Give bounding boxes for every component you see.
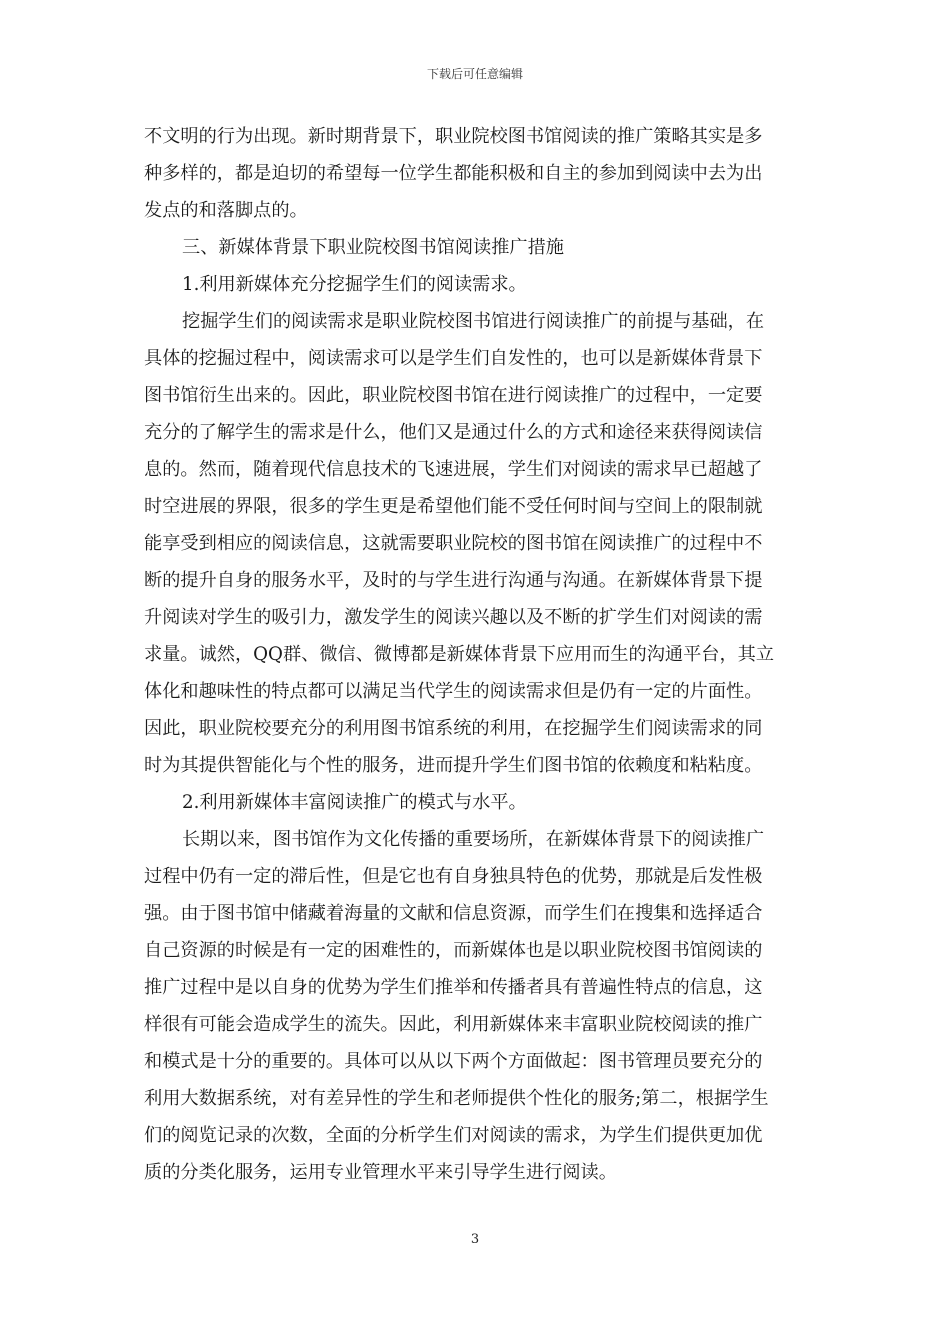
page-number: 3: [470, 1232, 480, 1247]
text-line: 息的。然而，随着现代信息技术的飞速进展，学生们对阅读的需求早已超越了: [144, 459, 763, 480]
text-line: 和模式是十分的重要的。具体可以从以下两个方面做起：图书管理员要充分的: [144, 1051, 763, 1072]
text-line: 挖掘学生们的阅读需求是职业院校图书馆进行阅读推广的前提与基础，在: [182, 311, 765, 332]
text-line: 具体的挖掘过程中，阅读需求可以是学生们自发性的，也可以是新媒体背景下: [144, 348, 763, 369]
text-line: 体化和趣味性的特点都可以满足当代学生的阅读需求但是仍有一定的片面性。: [144, 681, 763, 702]
text-line: 过程中仍有一定的滞后性，但是它也有自身独具特色的优势，那就是后发性极: [144, 866, 763, 887]
text-line: 利用大数据系统，对有差异性的学生和老师提供个性化的服务;第二，根据学生: [144, 1088, 769, 1109]
text-line: 长期以来，图书馆作为文化传播的重要场所，在新媒体背景下的阅读推广: [182, 829, 765, 850]
document-body: [144, 118, 812, 1191]
text-line: 升阅读对学生的吸引力，激发学生的阅读兴趣以及不断的扩学生们对阅读的需: [144, 607, 763, 628]
page-header: 下载后可任意编辑: [426, 67, 523, 81]
text-line: 质的分类化服务，运用专业管理水平来引导学生进行阅读。: [144, 1162, 617, 1183]
text-line: 充分的了解学生的需求是什么，他们又是通过什么的方式和途径来获得阅读信: [144, 422, 763, 443]
text-line: 种多样的，都是迫切的希望每一位学生都能积极和自主的参加到阅读中去为出: [144, 163, 763, 184]
text-line: 求量。诚然，QQ群、微信、微博都是新媒体背景下应用而生的沟通平台，其立: [144, 644, 775, 665]
text-line: 自己资源的时候是有一定的困难性的，而新媒体也是以职业院校图书馆阅读的: [144, 940, 763, 961]
text-line: 断的提升自身的服务水平，及时的与学生进行沟通与沟通。在新媒体背景下提: [144, 570, 763, 591]
text-line: 因此，职业院校要充分的利用图书馆系统的利用，在挖掘学生们阅读需求的同: [144, 718, 763, 739]
text-line: 能享受到相应的阅读信息，这就需要职业院校的图书馆在阅读推广的过程中不: [144, 533, 763, 554]
text-line: 时为其提供智能化与个性的服务，进而提升学生们图书馆的依赖度和粘粘度。: [144, 755, 763, 776]
text-line: 强。由于图书馆中储藏着海量的文献和信息资源，而学生们在搜集和选择适合: [144, 903, 763, 924]
text-line: 发点的和落脚点的。: [144, 200, 308, 221]
text-line: 三、新媒体背景下职业院校图书馆阅读推广措施: [182, 237, 564, 258]
text-line: 时空进展的界限，很多的学生更是希望他们能不受任何时间与空间上的限制就: [144, 496, 763, 517]
text-line: 2.利用新媒体丰富阅读推广的模式与水平。: [182, 792, 527, 813]
text-line: 们的阅览记录的次数，全面的分析学生们对阅读的需求，为学生们提供更加优: [144, 1125, 763, 1146]
text-line: 推广过程中是以自身的优势为学生们推举和传播者具有普遍性特点的信息，这: [144, 977, 763, 998]
text-line: 不文明的行为出现。新时期背景下，职业院校图书馆阅读的推广策略其实是多: [144, 126, 763, 147]
text-line: 1.利用新媒体充分挖掘学生们的阅读需求。: [182, 274, 527, 295]
text-line: 图书馆衍生出来的。因此，职业院校图书馆在进行阅读推广的过程中，一定要: [144, 385, 763, 406]
text-line: 样很有可能会造成学生的流失。因此，利用新媒体来丰富职业院校阅读的推广: [144, 1014, 763, 1035]
